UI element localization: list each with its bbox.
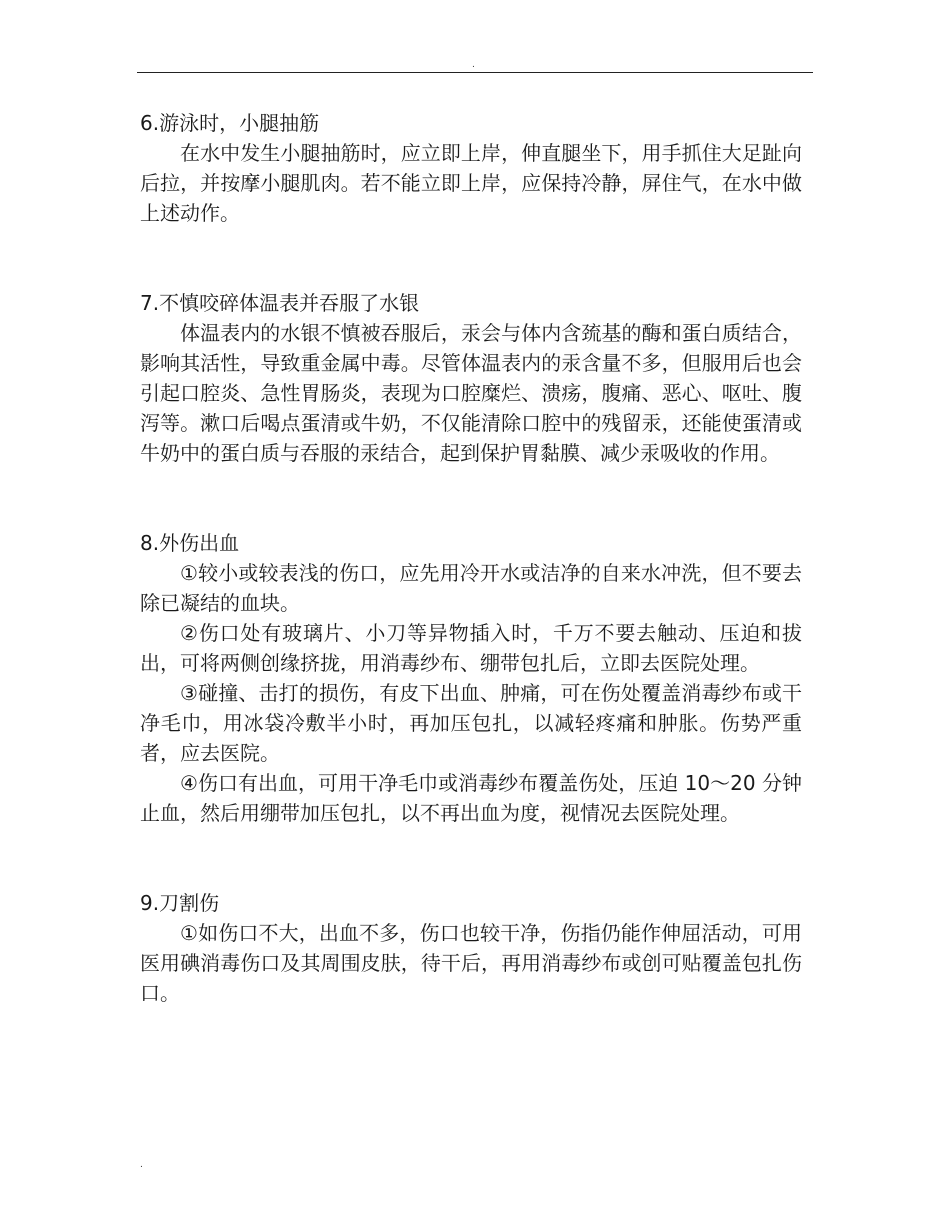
paragraph: ①较小或较表浅的伤口，应先用冷开水或洁净的自来水冲洗，但不要去除已凝结的血块。 <box>140 561 802 615</box>
paragraph: ③碰撞、击打的损伤，有皮下出血、肿痛，可在伤处覆盖消毒纱布或干净毛巾，用冰袋冷敷半小时，再加压包扎，以减轻疼痛和肿胀。伤势严重者，应去医院。 <box>140 681 802 765</box>
section-swimming-cramp <box>140 108 802 228</box>
paragraph: ④伤口有出血，可用干净毛巾或消毒纱布覆盖伤处，压迫 10～20 分钟止血，然后用绷带加压包扎，以不再出血为度，视情况去医院处理。 <box>140 771 802 825</box>
paragraph: ②伤口处有玻璃片、小刀等异物插入时，千万不要去触动、压迫和拔出，可将两侧创缘挤拢，用消毒纱布、绷带包扎后，立即去医院处理。 <box>140 621 802 675</box>
section-title: 9.刀割伤 <box>140 891 220 915</box>
document-body <box>140 108 802 1008</box>
section-title: 6.游泳时，小腿抽筋 <box>140 111 320 135</box>
section-knife-cut <box>140 888 802 1008</box>
paragraph: ①如伤口不大，出血不多，伤口也较干净，伤指仍能作伸屈活动，可用医用碘消毒伤口及其周围皮肤，待干后，再用消毒纱布或创可贴覆盖包扎伤口。 <box>140 921 802 1005</box>
header-rule <box>137 72 813 73</box>
paragraph: 体温表内的水银不慎被吞服后，汞会与体内含巯基的酶和蛋白质结合，影响其活性，导致重金属中毒。尽管体温表内的汞含量不多，但服用后也会引起口腔炎、急性胃肠炎，表现为口腔糜烂、溃疡，腹痛、恶心、呕吐、腹泻等。漱口后喝点蛋清或牛奶，不仅能清除口腔中的残留汞，还能使蛋清或牛奶中的蛋白质与吞服的汞结合，起到保护胃黏膜、减少汞吸收的作用。 <box>140 321 802 465</box>
header-mark: . <box>472 60 475 70</box>
footer-mark: . <box>140 1160 143 1170</box>
paragraph: 在水中发生小腿抽筋时，应立即上岸，伸直腿坐下，用手抓住大足趾向后拉，并按摩小腿肌肉。若不能立即上岸，应保持冷静，屏住气，在水中做上述动作。 <box>140 141 802 225</box>
section-trauma-bleeding <box>140 528 802 828</box>
section-title: 7.不慎咬碎体温表并吞服了水银 <box>140 291 420 315</box>
section-mercury-thermometer <box>140 288 802 468</box>
section-title: 8.外伤出血 <box>140 531 240 555</box>
